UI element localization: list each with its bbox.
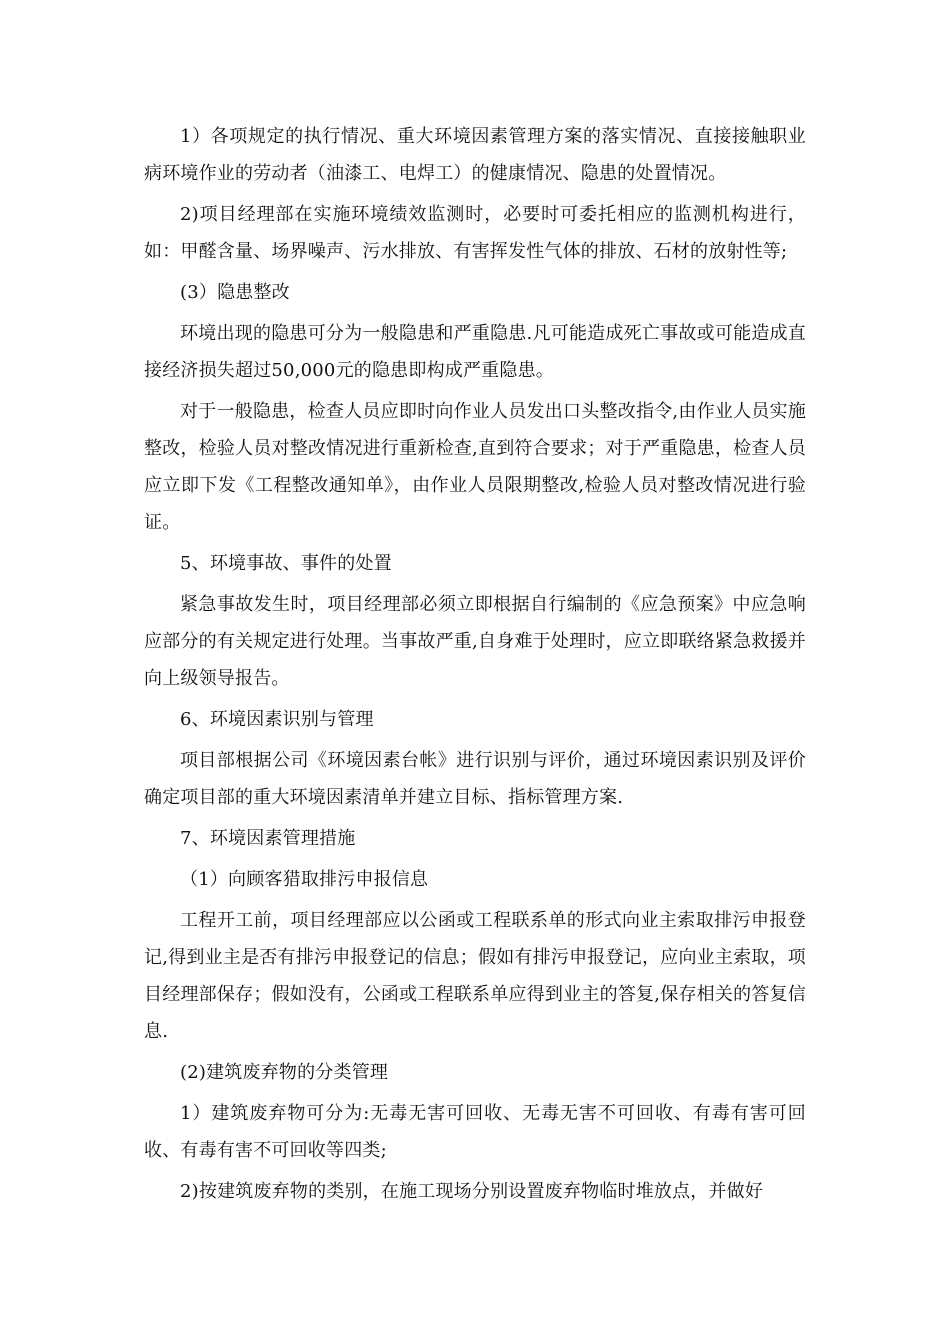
paragraph-waste-storage: 2)按建筑废弃物的类别，在施工现场分别设置废弃物临时堆放点，并做好: [180, 1181, 764, 1202]
paragraph-inspection-items: 1）各项规定的执行情况、重大环境因素管理方案的落实情况、直接接触职业病环境作业的劳动者（油漆工、电焊工）的健康情况、隐患的处置情况。: [144, 126, 806, 184]
paragraph-performance-monitoring: 2)项目经理部在实施环境绩效监测时，必要时可委托相应的监测机构进行，如：甲醛含量、场界噪声、污水排放、有害挥发性气体的排放、石材的放射性等;: [144, 204, 806, 262]
paragraph-factor-identification: 项目部根据公司《环境因素台帐》进行识别与评价，通过环境因素识别及评价确定项目部的重大环境因素清单并建立目标、指标管理方案.: [144, 750, 806, 808]
paragraph-discharge-info: 工程开工前，项目经理部应以公函或工程联系单的形式向业主索取排污申报登记,得到业主是否有排污申报登记的信息；假如有排污申报登记，应向业主索取，项目经理部保存；假如没有，公函或工程联系单应得到业主的答复,保存相关的答复信息.: [144, 910, 806, 1042]
heading-factor-measures: 7、环境因素管理措施: [180, 828, 356, 849]
heading-waste-classification: (2)建筑废弃物的分类管理: [180, 1062, 389, 1083]
heading-discharge-info: （1）向顾客猎取排污申报信息: [180, 869, 429, 890]
paragraph-hazard-classification: 环境出现的隐患可分为一般隐患和严重隐患.凡可能造成死亡事故或可能造成直接经济损失超过50,000元的隐患即构成严重隐患。: [144, 323, 806, 381]
paragraph-waste-categories: 1）建筑废弃物可分为:无毒无害可回收、无毒无害不可回收、有毒有害可回收、有毒有害不可回收等四类;: [144, 1103, 806, 1161]
paragraph-hazard-handling: 对于一般隐患，检查人员应即时向作业人员发出口头整改指令,由作业人员实施整改，检验人员对整改情况进行重新检查,直到符合要求；对于严重隐患，检查人员应立即下发《工程整改通知单》，由作业人员限期整改,检验人员对整改情况进行验证。: [144, 401, 806, 533]
paragraph-emergency-response: 紧急事故发生时，项目经理部必须立即根据自行编制的《应急预案》中应急响应部分的有关规定进行处理。当事故严重,自身难于处理时，应立即联络紧急救援并向上级领导报告。: [144, 594, 806, 689]
document-body: [144, 118, 806, 1214]
heading-factor-identification: 6、环境因素识别与管理: [180, 709, 374, 730]
heading-accident-handling: 5、环境事故、事件的处置: [180, 553, 392, 574]
heading-hazard-rectification: (3）隐患整改: [180, 282, 290, 303]
